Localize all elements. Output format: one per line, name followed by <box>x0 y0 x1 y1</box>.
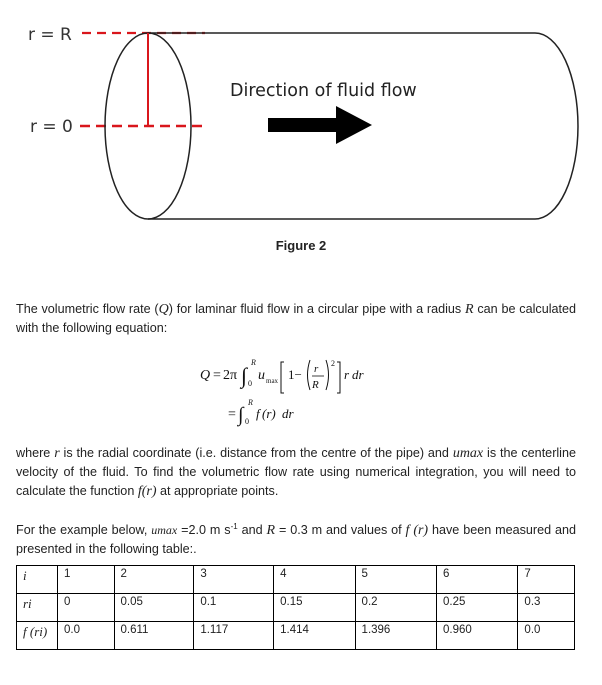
table-cell: 0.2 <box>355 594 436 622</box>
label-r-equals-0: r = 0 <box>30 117 73 137</box>
figure-caption: Figure 2 <box>275 238 327 253</box>
row-label-i: i <box>17 566 58 594</box>
svg-text:max: max <box>266 377 279 385</box>
svg-text:Q: Q <box>200 368 211 383</box>
svg-text:0: 0 <box>245 417 249 426</box>
svg-text:r: r <box>344 367 350 382</box>
intro-paragraph: The volumetric flow rate (Q) for laminar fluid flow in a circular pipe with a radius R can be calculated with the following equation: <box>16 302 577 335</box>
example-paragraph: For the example below, umax =2.0 m $s^{-1}$ and R = 0.3 m and values of f (r) have been measured and presented in the following table:. <box>16 522 576 557</box>
table-cell: 0 <box>58 594 115 622</box>
measurement-table <box>16 565 575 650</box>
svg-text:R: R <box>248 398 253 407</box>
table-row <box>17 594 575 622</box>
table-cell: 0.0 <box>518 622 575 650</box>
table-cell: 1.117 <box>194 622 274 650</box>
svg-text:0: 0 <box>248 379 252 388</box>
svg-text:2π: 2π <box>223 368 238 383</box>
svg-text:r: r <box>314 363 319 375</box>
table-cell: 0.1 <box>194 594 274 622</box>
pipe-diagram <box>0 0 602 235</box>
row-label-ri: ri <box>17 594 58 622</box>
table-cell: 0.960 <box>436 622 517 650</box>
svg-text:dr: dr <box>352 367 364 382</box>
table-cell: 3 <box>194 566 274 594</box>
svg-text:dr: dr <box>282 406 294 421</box>
table-cell: 0.611 <box>114 622 194 650</box>
table-cell: 0.0 <box>58 622 115 650</box>
svg-text:R: R <box>312 379 319 391</box>
table-cell: 2 <box>114 566 194 594</box>
svg-text:1−: 1− <box>288 367 302 382</box>
svg-text:f: f <box>256 406 260 421</box>
svg-text:2: 2 <box>331 359 335 368</box>
table-cell: 0.3 <box>518 594 575 622</box>
svg-text:=: = <box>228 407 236 422</box>
table-cell: 5 <box>355 566 436 594</box>
table-cell: 0.25 <box>436 594 517 622</box>
table-cell: 7 <box>518 566 575 594</box>
svg-text:u: u <box>258 368 265 383</box>
table-cell: 0.05 <box>114 594 194 622</box>
table-cell: 0.15 <box>274 594 355 622</box>
table-cell: 1.396 <box>355 622 436 650</box>
svg-text:∫: ∫ <box>241 363 248 388</box>
table-row <box>17 566 575 594</box>
table-cell: 1.414 <box>274 622 355 650</box>
row-label-f-ri: f (ri) <box>17 622 58 650</box>
table-cell: 6 <box>436 566 517 594</box>
table-cell: 4 <box>274 566 355 594</box>
table-row <box>17 622 575 650</box>
svg-text:(r): (r) <box>262 406 276 421</box>
definition-paragraph: where r is the radial coordinate (i.e. distance from the centre of the pipe) and umax is the centerline velocity of the fluid. To find the volumetric flow rate using numerical integration, you will need to calculate the function f(r) at appropriate points. <box>16 446 576 499</box>
flow-direction-label: Direction of fluid flow <box>230 81 417 101</box>
label-r-equals-R: r = R <box>28 25 72 45</box>
table-cell: 1 <box>58 566 115 594</box>
flow-arrow-icon <box>268 106 372 144</box>
svg-text:R: R <box>251 358 256 367</box>
svg-text:∫: ∫ <box>238 404 244 426</box>
svg-text:=: = <box>213 368 221 383</box>
flow-rate-equation <box>200 358 420 428</box>
